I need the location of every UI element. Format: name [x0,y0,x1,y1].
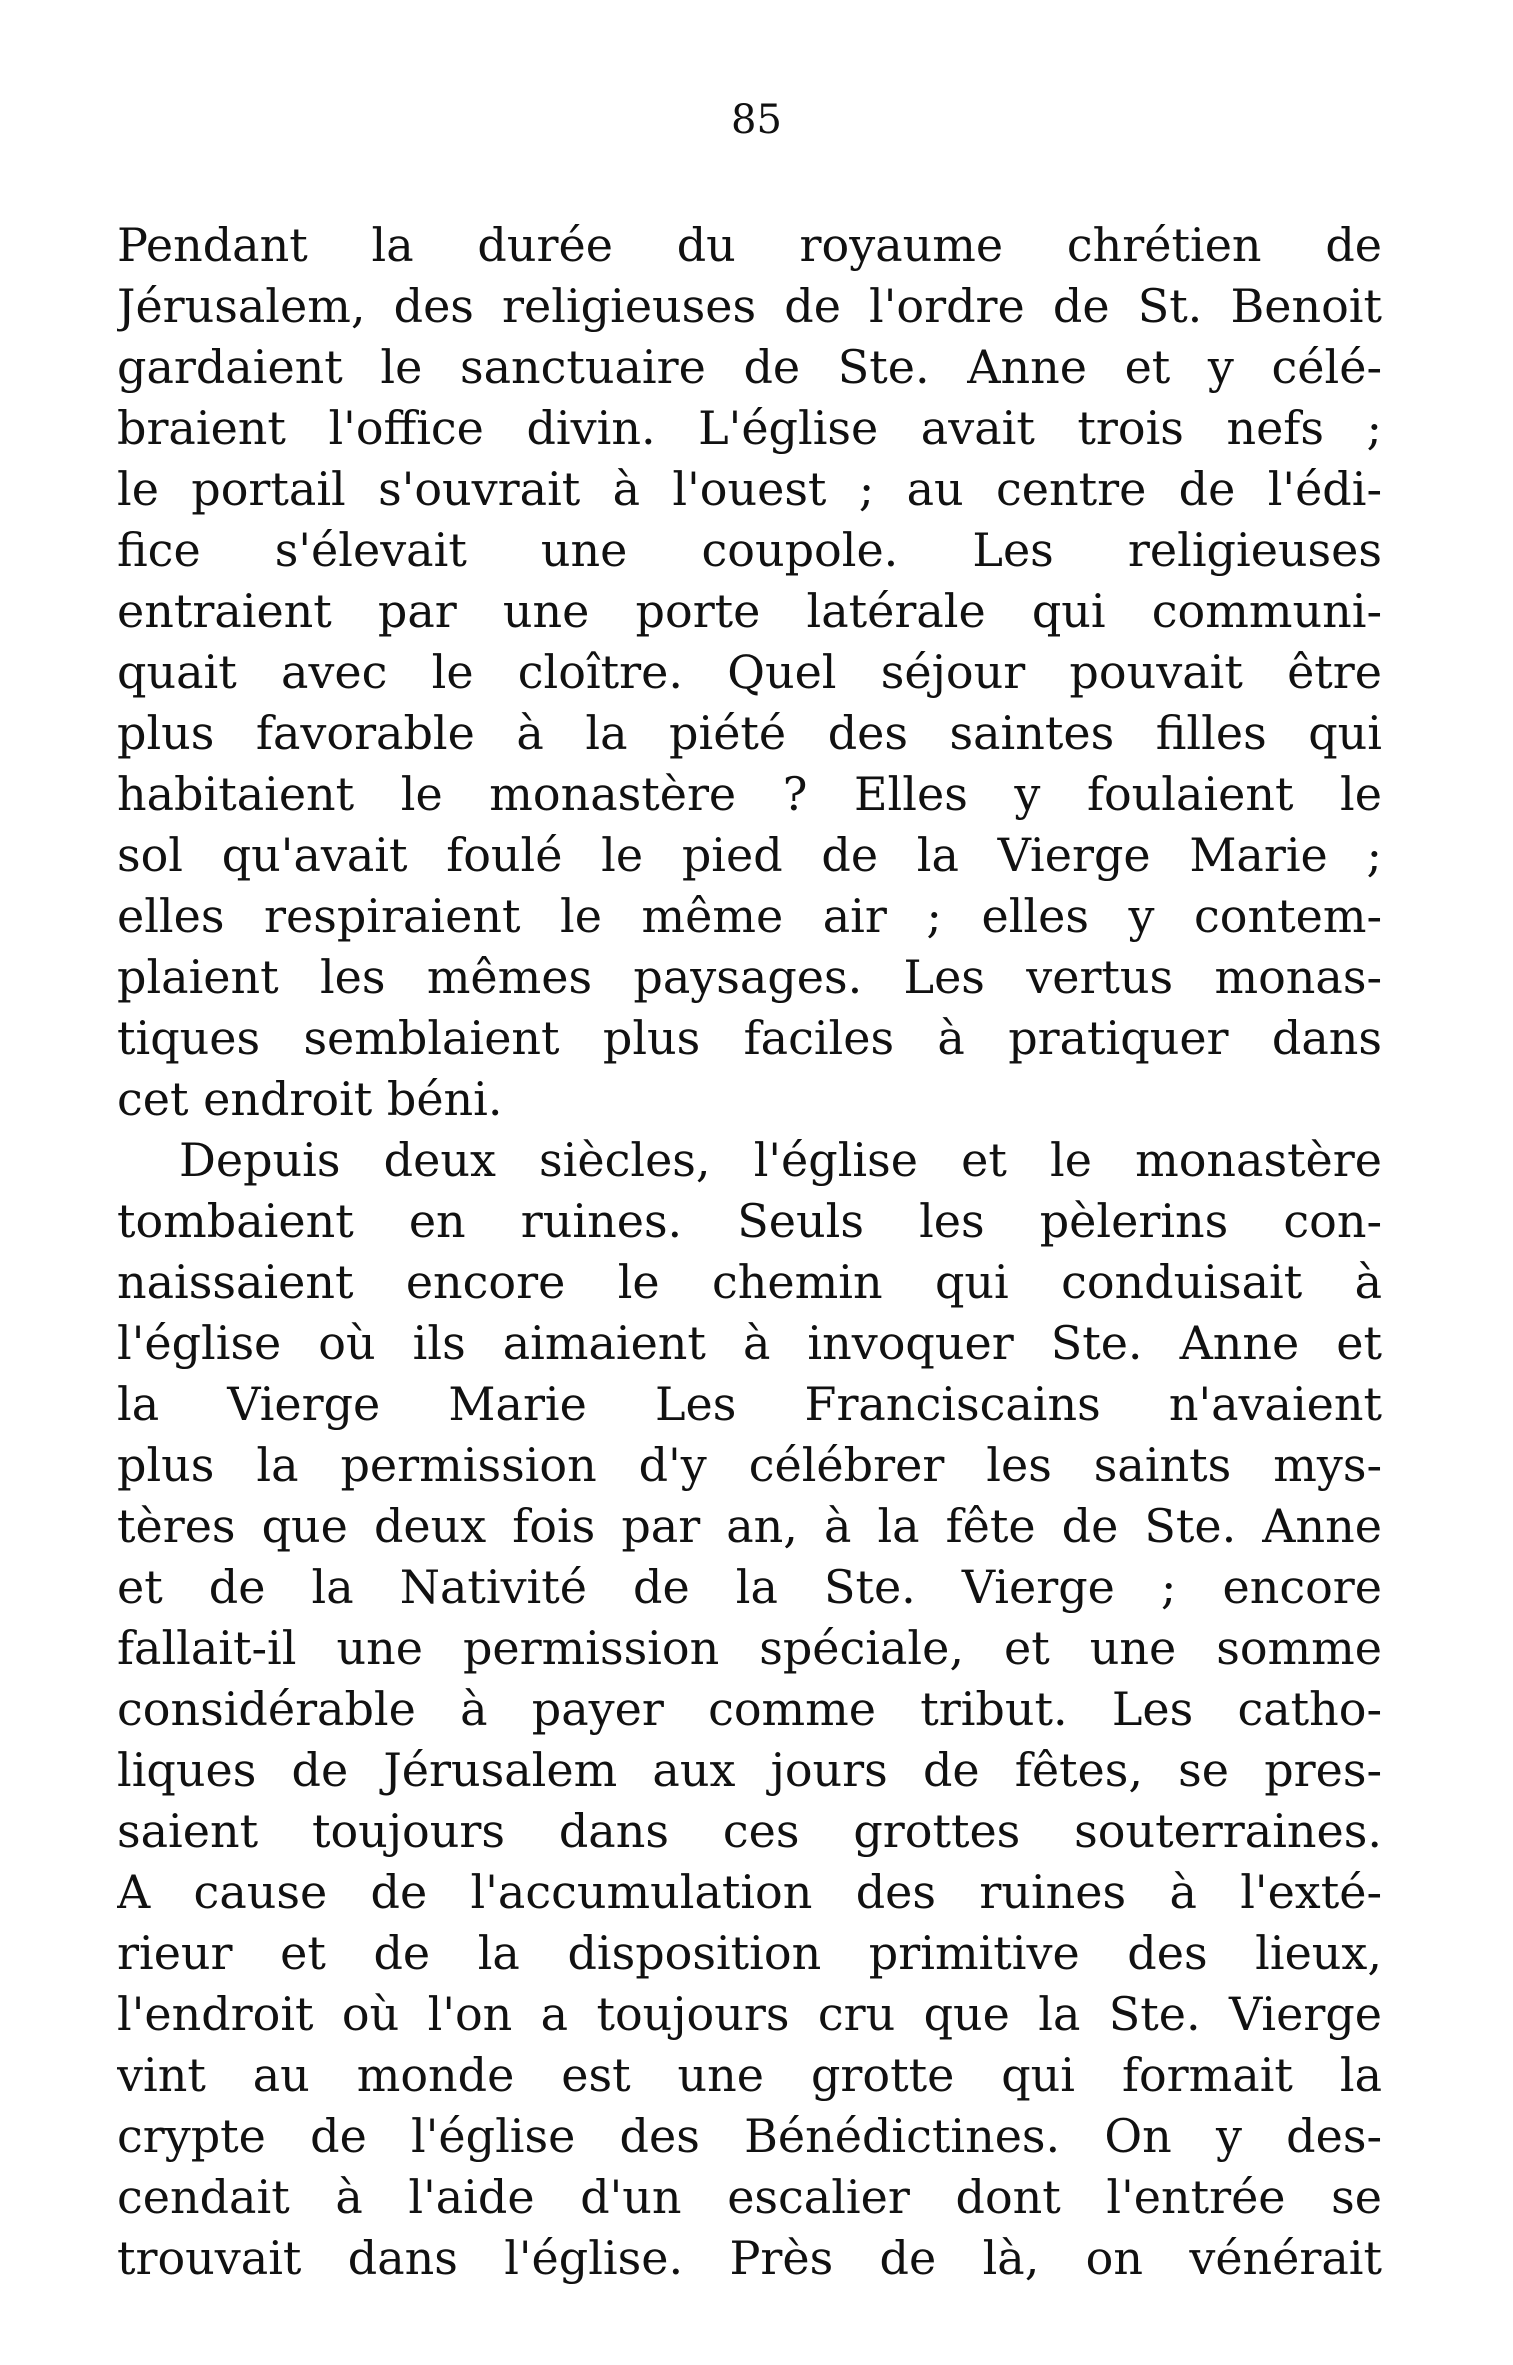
text-line: plus favorable à la piété des saintes filles qui [117,706,1382,760]
text-line: naissaient encore le chemin qui conduisait à [117,1255,1382,1309]
text-line: entraient par une porte latérale qui communi- [117,584,1382,638]
text-line: saient toujours dans ces grottes souterraines. [117,1804,1382,1858]
text-line: liques de Jérusalem aux jours de fêtes, se pres- [117,1743,1382,1797]
text-line: Pendant la durée du royaume chrétien de [117,218,1382,272]
text-line: plaient les mêmes paysages. Les vertus monas- [117,950,1382,1004]
text-line: le portail s'ouvrait à l'ouest ; au centre de l'édi- [117,462,1382,516]
text-line: tères que deux fois par an, à la fête de Ste. Anne [117,1499,1382,1553]
text-line: la Vierge Marie Les Franciscains n'avaient [117,1377,1382,1431]
text-line: rieur et de la disposition primitive des lieux, [117,1926,1382,1980]
text-line: considérable à payer comme tribut. Les catho- [117,1682,1382,1736]
text-line: plus la permission d'y célébrer les saints mys- [117,1438,1382,1492]
text-line: tombaient en ruines. Seuls les pèlerins con- [117,1194,1382,1248]
text-line: tiques semblaient plus faciles à pratiquer dans [117,1011,1382,1065]
text-line: fice s'élevait une coupole. Les religieuses [117,523,1382,577]
text-line: Jérusalem, des religieuses de l'ordre de St. Benoit [117,279,1382,333]
text-line: vint au monde est une grotte qui formait la [117,2048,1382,2102]
text-line: Depuis deux siècles, l'église et le monastère [179,1133,1382,1187]
body-text [117,215,1382,2289]
text-line: fallait-il une permission spéciale, et une somme [117,1621,1382,1675]
page-number: 85 [731,97,782,143]
text-line: crypte de l'église des Bénédictines. On y des- [117,2109,1382,2163]
text-line: quait avec le cloître. Quel séjour pouvait être [117,645,1382,699]
text-line: trouvait dans l'église. Près de là, on vénérait [117,2231,1382,2285]
text-line: gardaient le sanctuaire de Ste. Anne et y célé- [117,340,1382,394]
text-line: cet endroit béni. [117,1072,503,1126]
text-line: sol qu'avait foulé le pied de la Vierge Marie ; [117,828,1382,882]
text-line: A cause de l'accumulation des ruines à l'exté- [117,1865,1382,1919]
text-line: et de la Nativité de la Ste. Vierge ; encore [117,1560,1382,1614]
text-line: braient l'office divin. L'église avait trois nefs ; [117,401,1382,455]
text-line: cendait à l'aide d'un escalier dont l'entrée se [117,2170,1382,2224]
text-line: habitaient le monastère ? Elles y foulaient le [117,767,1382,821]
text-line: elles respiraient le même air ; elles y contem- [117,889,1382,943]
text-line: l'église où ils aimaient à invoquer Ste. Anne et [117,1316,1382,1370]
text-line: l'endroit où l'on a toujours cru que la Ste. Vierge [117,1987,1382,2041]
paragraph-1 [117,215,1382,1130]
paragraph-2 [117,1130,1382,2289]
